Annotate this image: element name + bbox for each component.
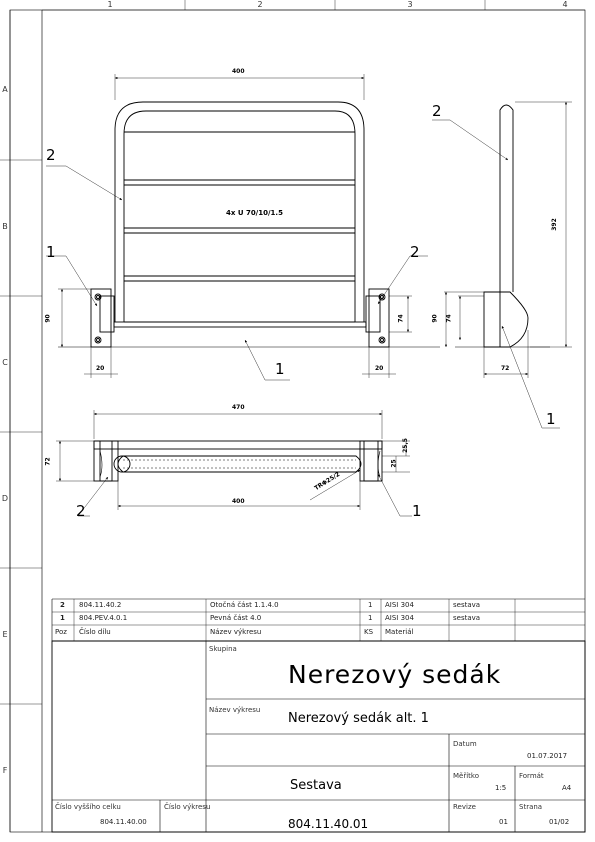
format-value: A4: [562, 784, 572, 792]
skupina-value: Nerezový sedák: [288, 660, 502, 689]
dim-72-top: 72: [44, 457, 52, 466]
celek-label: Číslo vyššího celku: [55, 803, 121, 811]
dim-74-front: 74: [397, 314, 405, 323]
dim-90-front: 90: [44, 314, 52, 323]
bom-row-1-poz: 1: [60, 614, 65, 622]
border-frame: [10, 10, 585, 832]
bom-row-2-pozn: sestava: [453, 601, 481, 609]
nazev-label: Název výkresu: [209, 706, 261, 714]
dim-72-side: 72: [501, 365, 510, 372]
strana-value: 01/02: [549, 818, 570, 826]
zone-col-4: 4: [562, 0, 568, 9]
revize-label: Revize: [453, 803, 476, 811]
front-view: [58, 102, 440, 347]
dim-90-side: 90: [431, 314, 439, 323]
bom-row-1-ks: 1: [368, 614, 373, 622]
callout-2-side: 2: [432, 102, 442, 120]
zone-row-d: D: [1, 494, 9, 503]
zone-row-f: F: [2, 766, 8, 775]
zone-row-e: E: [2, 630, 8, 639]
revize-value: 01: [499, 818, 508, 826]
zone-row-a: A: [2, 85, 8, 94]
bom-row-2-cislo: 804.11.40.2: [79, 601, 122, 609]
dim-400-top: 400: [232, 68, 245, 75]
bom-header-cislo: Číslo dílu: [79, 628, 111, 636]
zone-col-1: 1: [107, 0, 113, 9]
slat-note: 4x U 70/10/1.5: [226, 209, 283, 217]
celek-value: 804.11.40.00: [100, 818, 147, 826]
bom-header-nazev: Název výkresu: [210, 628, 262, 636]
datum-value: 01.07.2017: [527, 752, 568, 760]
callout-2-top: 2: [76, 502, 86, 520]
thread-note: TRΦ25/2: [313, 470, 342, 493]
vykres-value: 804.11.40.01: [288, 817, 369, 831]
dim-74-side: 74: [445, 314, 453, 323]
callout-2-front: 2: [46, 146, 56, 164]
skupina-label: Skupina: [209, 645, 237, 653]
callout-1-bottom: 1: [275, 360, 285, 378]
bom-row-2-poz: 2: [60, 601, 65, 609]
bom-header-poz: Poz: [55, 628, 67, 636]
dim-20-left: 20: [96, 365, 105, 372]
bom-row-1-cislo: 804.PEV.4.0.1: [79, 614, 128, 622]
zone-col-3: 3: [407, 0, 413, 9]
nazev-value: Nerezový sedák alt. 1: [288, 711, 429, 726]
datum-label: Datum: [453, 740, 477, 748]
strana-label: Strana: [519, 803, 543, 811]
bom-header-ks: KS: [364, 628, 374, 636]
zone-row-c: C: [2, 358, 8, 367]
bom-row-1-pozn: sestava: [453, 614, 481, 622]
callout-2-right: 2: [410, 243, 420, 261]
zone-row-b: B: [2, 222, 8, 231]
dim-400-bottom: 400: [232, 498, 245, 505]
dim-25-5: 25,5: [401, 438, 409, 453]
dim-470-top: 470: [232, 404, 245, 411]
callout-1-front: 1: [46, 243, 56, 261]
bom-row-2-ks: 1: [368, 601, 373, 609]
drawing-type: Sestava: [290, 778, 342, 793]
bom-grid: [52, 599, 585, 641]
side-view: [455, 105, 550, 347]
dim-20-right: 20: [375, 365, 384, 372]
front-view-dims: [46, 74, 428, 380]
vykres-label: Číslo výkresu: [164, 803, 211, 811]
meritko-value: 1:5: [495, 784, 507, 792]
meritko-label: Měřítko: [453, 772, 480, 780]
dim-392-side: 392: [550, 218, 558, 231]
side-view-dims: [432, 102, 572, 428]
zone-col-2: 2: [257, 0, 263, 9]
callout-1-side: 1: [546, 410, 556, 428]
format-label: Formát: [519, 772, 544, 780]
callout-1-top: 1: [412, 502, 422, 520]
bom-row-2-nazev: Otočná část 1.1.4.0: [210, 601, 279, 609]
bom-row-2-material: AISI 304: [385, 601, 414, 609]
bom-row-1-nazev: Pevná část 4.0: [210, 614, 262, 622]
bom-header-material: Materiál: [385, 628, 414, 636]
bom-row-1-material: AISI 304: [385, 614, 414, 622]
dim-25: 25: [390, 459, 398, 468]
